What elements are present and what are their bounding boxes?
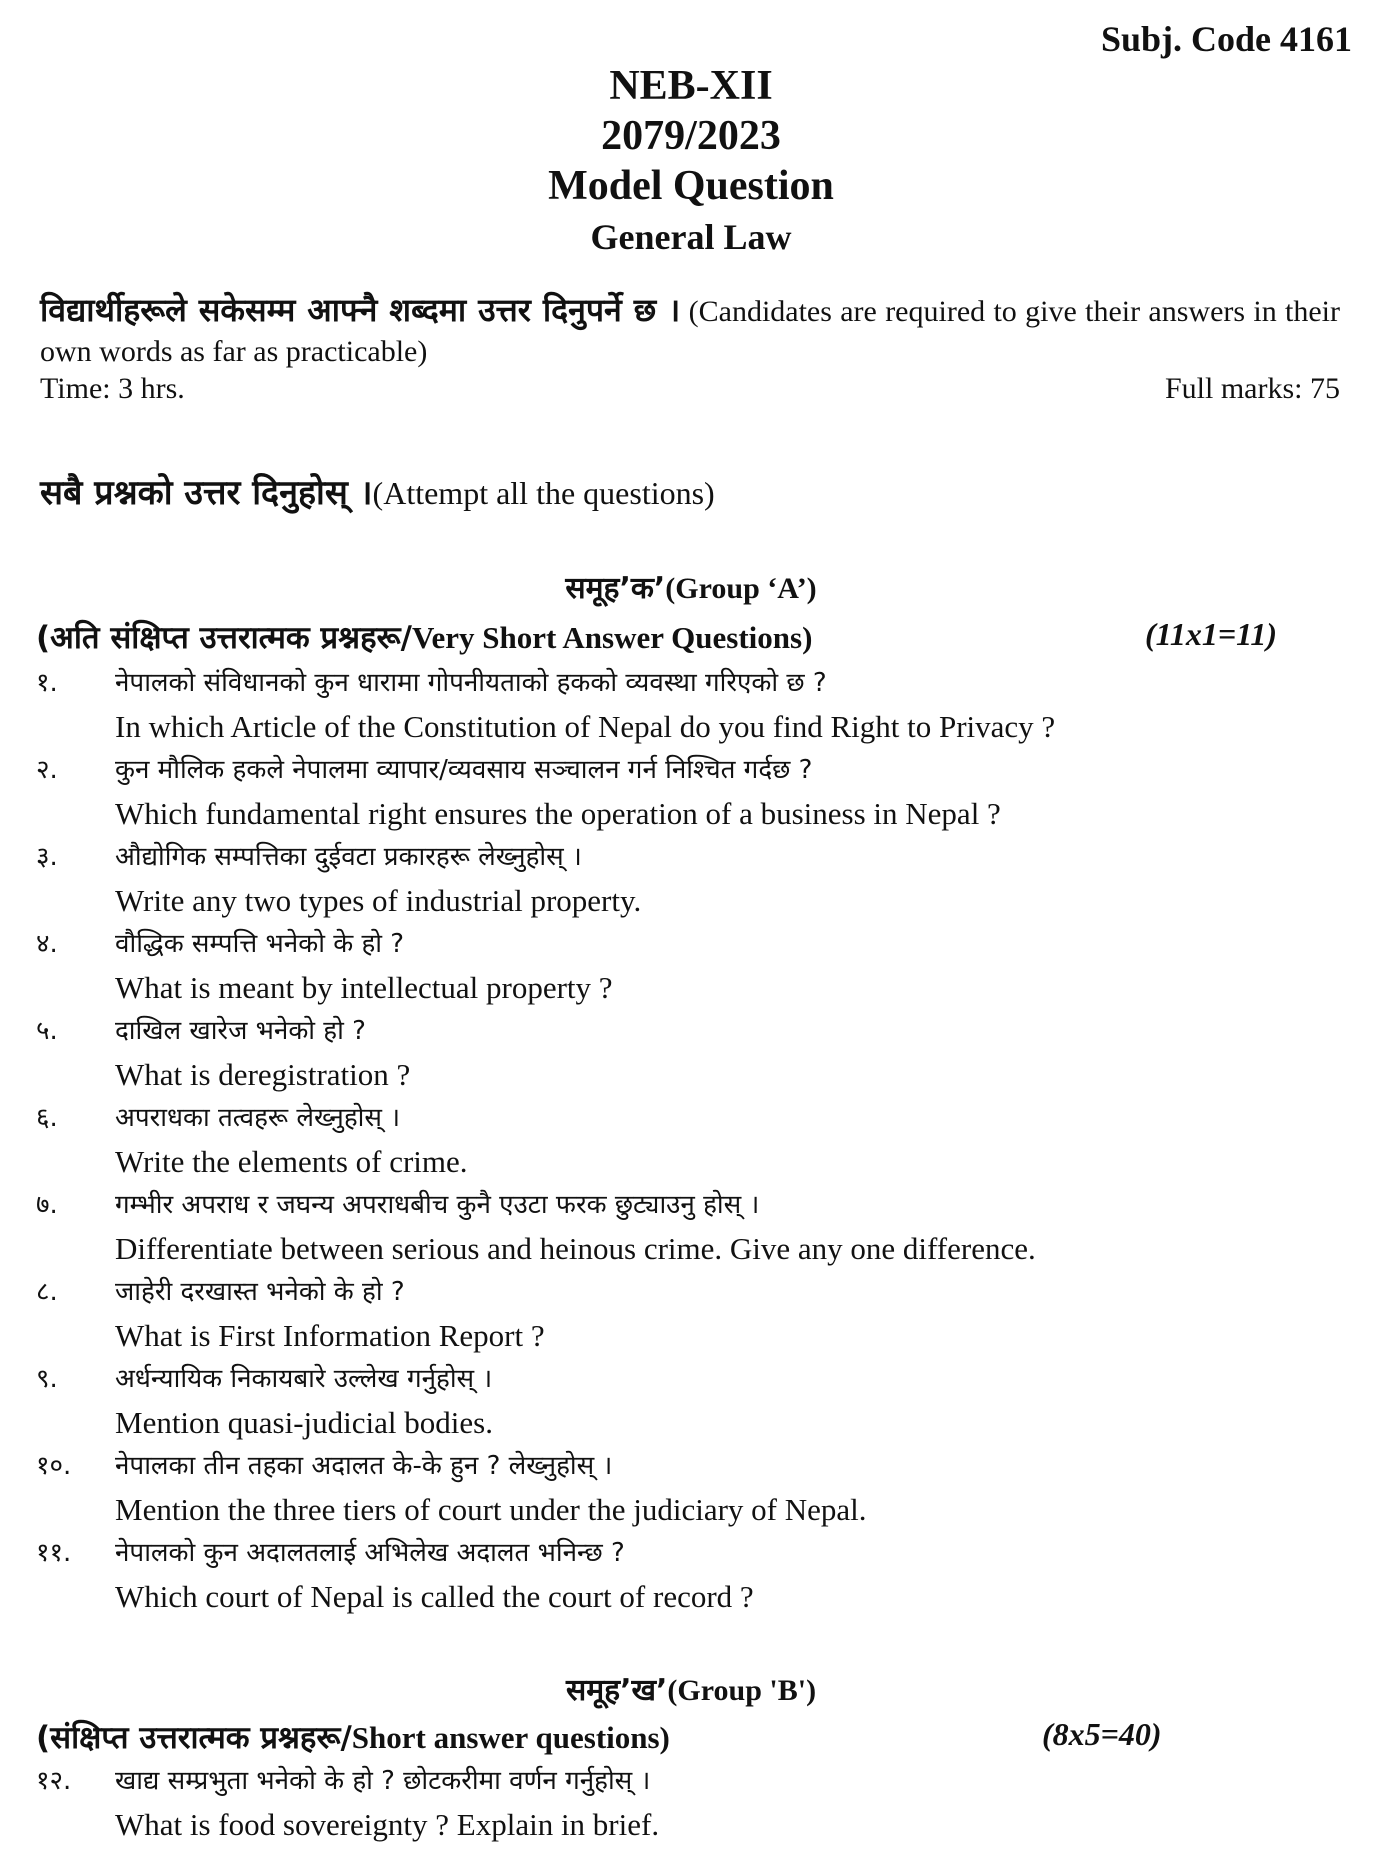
group-b-heading — [36, 1716, 670, 1758]
question-text-english: In which Article of the Constitution of Nepal do you find Right to Privacy ? — [115, 709, 1056, 744]
question-body — [115, 1010, 1356, 1097]
question-body — [115, 1358, 1356, 1445]
question-body — [115, 836, 1356, 923]
question-item — [36, 1010, 1356, 1097]
question-text-english: What is food sovereignty ? Explain in brief. — [115, 1807, 660, 1842]
question-body — [115, 1532, 1356, 1619]
question-item — [36, 1445, 1356, 1532]
question-number: ६. — [36, 1103, 58, 1133]
question-text-nepali: जाहेरी दरखास्त भनेको के हो ? — [115, 1277, 405, 1307]
question-text-nepali: औद्योगिक सम्पत्तिका दुईवटा प्रकारहरू लेख्नुहोस् । — [115, 842, 582, 872]
group-a-questions — [36, 662, 1356, 1619]
group-a-marks: (11x1=11) — [1145, 616, 1278, 652]
attempt-nepali: सबै प्रश्नको उत्तर दिनुहोस् । — [40, 473, 373, 513]
group-b-heading-en: Short answer questions) — [351, 1720, 670, 1755]
group-a-title-np: समूह’क’ — [565, 571, 666, 606]
exam-year: 2079/2023 — [601, 113, 781, 159]
question-text-nepali: अर्धन्यायिक निकायबारे उल्लेख गर्नुहोस् । — [115, 1364, 493, 1394]
full-marks: Full marks: 75 — [1164, 372, 1340, 405]
question-text-english: Which court of Nepal is called the court of record ? — [115, 1579, 754, 1614]
question-text-english: Write the elements of crime. — [115, 1144, 468, 1179]
question-body — [115, 1760, 1356, 1847]
group-a-title — [0, 566, 1382, 607]
question-number: ७. — [36, 1190, 58, 1220]
question-number: १. — [36, 668, 58, 698]
attempt-instruction — [40, 468, 715, 514]
question-text-nepali: दाखिल खारेज भनेको हो ? — [115, 1016, 366, 1046]
question-item — [36, 1532, 1356, 1619]
question-number: २. — [36, 755, 58, 785]
time-allowed: Time: 3 hrs. — [40, 372, 185, 405]
question-item — [36, 662, 1356, 749]
question-text-english: Mention quasi-judicial bodies. — [115, 1405, 493, 1440]
group-b-marks: (8x5=40) — [1042, 1716, 1162, 1752]
question-number: १२. — [36, 1766, 72, 1796]
question-item — [36, 1097, 1356, 1184]
group-a-title-en: (Group ‘A’) — [665, 572, 817, 605]
group-b-heading-np: (संक्षिप्त उत्तरात्मक प्रश्नहरू/ — [36, 1720, 352, 1756]
question-item — [36, 923, 1356, 1010]
question-text-english: What is deregistration ? — [115, 1057, 411, 1092]
question-text-english: What is meant by intellectual property ? — [115, 970, 613, 1005]
question-body — [115, 1271, 1356, 1358]
question-number: ८. — [36, 1277, 58, 1307]
question-item — [36, 1184, 1356, 1271]
question-text-english: Mention the three tiers of court under the judiciary of Nepal. — [115, 1492, 867, 1527]
question-text-nepali: नेपालका तीन तहका अदालत के-के हुन ? लेख्नुहोस् । — [115, 1451, 613, 1481]
question-item — [36, 749, 1356, 836]
group-a-heading-en: Very Short Answer Questions) — [411, 620, 813, 655]
question-text-english: What is First Information Report ? — [115, 1318, 545, 1353]
question-text-nepali: गम्भीर अपराध र जघन्य अपराधबीच कुनै एउटा फरक छुट्याउनु होस् । — [115, 1190, 760, 1220]
question-text-english: Differentiate between serious and heinous crime. Give any one difference. — [115, 1231, 1036, 1266]
group-b-questions — [36, 1760, 1356, 1847]
question-body — [115, 923, 1356, 1010]
question-item — [36, 1271, 1356, 1358]
group-b-title-en: (Group 'B') — [667, 1674, 817, 1707]
question-number: १०. — [36, 1451, 72, 1481]
question-body — [115, 1445, 1356, 1532]
question-number: ४. — [36, 929, 58, 959]
question-text-nepali: वौद्धिक सम्पत्ति भनेको के हो ? — [115, 929, 405, 959]
group-b-title-np: समूह’ख’ — [565, 1673, 668, 1708]
question-text-nepali: कुन मौलिक हकले नेपालमा व्यापार/व्यवसाय सञ्चालन गर्न निश्चित गर्दछ ? — [115, 755, 813, 785]
question-text-nepali: नेपालको कुन अदालतलाई अभिलेख अदालत भनिन्छ ? — [115, 1538, 625, 1568]
instruction-english: (Candidates are required to give their answers in their own words as far as practicable) — [40, 295, 1341, 368]
group-a-heading — [36, 616, 812, 658]
question-item — [36, 1760, 1356, 1847]
question-text-nepali: खाद्य सम्प्रभुता भनेको के हो ? छोटकरीमा वर्णन गर्नुहोस् । — [115, 1766, 651, 1796]
question-body — [115, 1184, 1356, 1271]
exam-meta — [40, 372, 1340, 406]
question-text-english: Write any two types of industrial property. — [115, 883, 642, 918]
question-item — [36, 836, 1356, 923]
board-title: NEB-XII — [609, 63, 773, 109]
question-body — [115, 1097, 1356, 1184]
question-text-nepali: अपराधका तत्वहरू लेख्नुहोस् । — [115, 1103, 401, 1133]
group-b-title — [0, 1668, 1382, 1709]
question-number: ३. — [36, 842, 58, 872]
question-number: ९. — [36, 1364, 58, 1394]
question-item — [36, 1358, 1356, 1445]
question-number: ११. — [36, 1538, 72, 1568]
exam-type: Model Question — [548, 163, 834, 209]
subject-code: Subj. Code 4161 — [1100, 19, 1352, 59]
general-instruction — [40, 290, 1340, 372]
group-a-heading-np: (अति संक्षिप्त उत्तरात्मक प्रश्नहरू/ — [36, 620, 412, 656]
question-body — [115, 662, 1356, 749]
question-body — [115, 749, 1356, 836]
attempt-english: (Attempt all the questions) — [372, 475, 715, 511]
instruction-nepali: विद्यार्थीहरूले सकेसम्म आफ्नै शब्दमा उत्तर दिनुपर्ने छ । — [40, 291, 681, 329]
question-text-nepali: नेपालको संविधानको कुन धारामा गोपनीयताको हकको व्यवस्था गरिएको छ ? — [115, 668, 827, 698]
question-number: ५. — [36, 1016, 58, 1046]
subject-name: General Law — [590, 217, 792, 257]
question-text-english: Which fundamental right ensures the operation of a business in Nepal ? — [115, 796, 1001, 831]
